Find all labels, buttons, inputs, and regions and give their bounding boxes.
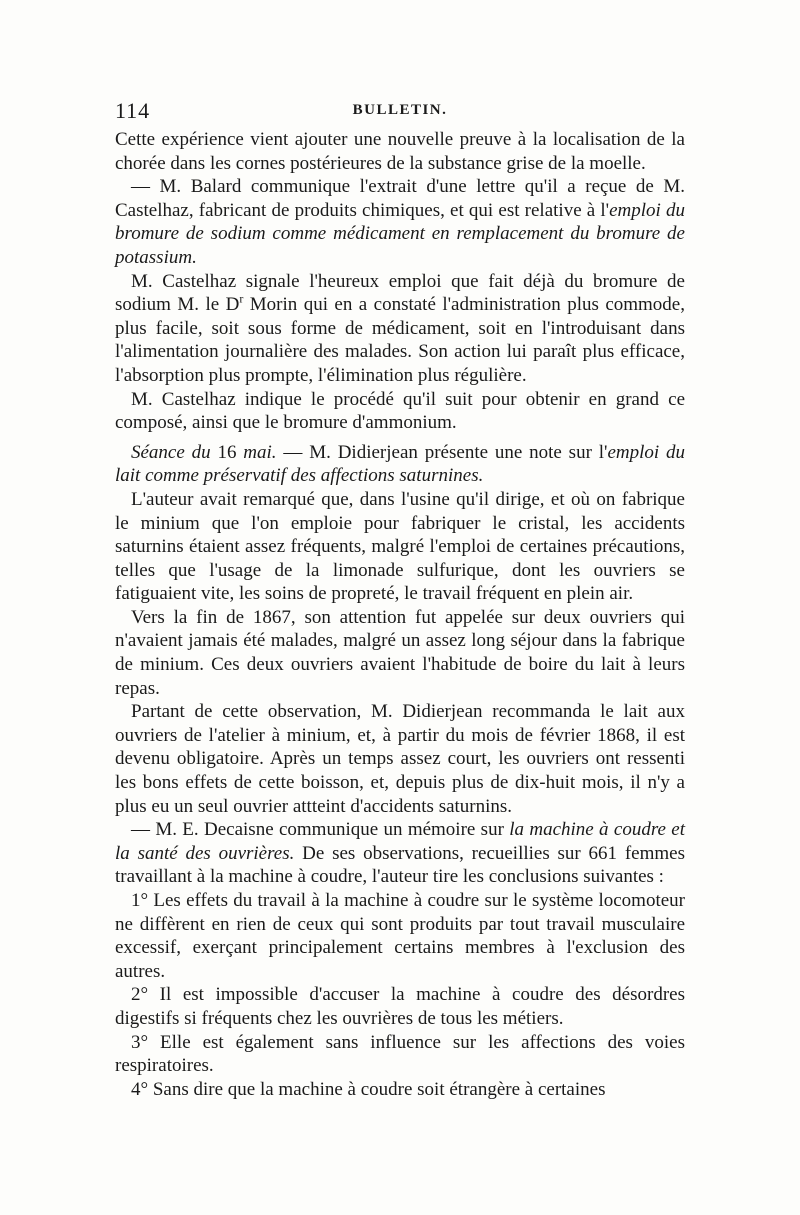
paragraph: Séance du 16 mai. — M. Didierjean présente une note sur l'emploi du lait comme préservatif des affections saturnines. <box>115 441 685 487</box>
paragraph: L'auteur avait remarqué que, dans l'usine qu'il dirige, et où on fabrique le minium que l'on emploie pour fabriquer le cristal, les accidents saturnins étaient assez fréquents, malgré l'emploi de certaines précautions, telles que l'usage de la limonade sulfurique, dont les ouvriers se fatiguaient vite, les soins de propreté, le travail fréquent en plein air. <box>115 488 685 605</box>
paragraph: Cette expérience vient ajouter une nouvelle preuve à la localisation de la chorée dans les cornes postérieures de la substance grise de la moelle. <box>115 129 685 174</box>
paragraph: 2° Il est impossible d'accuser la machine à coudre des désordres digestifs si fréquents chez les ouvrières de tous les métiers. <box>115 984 685 1029</box>
paragraph: 1° Les effets du travail à la machine à coudre sur le système locomoteur ne diffèrent en rien de ceux qui sont produits par tout travail musculaire excessif, exerçant principalement certains membres à l'exclusion des autres. <box>115 890 685 982</box>
paragraph: 4° Sans dire que la machine à coudre soit étrangère à certaines <box>131 1078 606 1100</box>
paragraph: M. Castelhaz indique le procédé qu'il suit pour obtenir en grand ce composé, ainsi que le bromure d'ammonium. <box>115 388 685 434</box>
paragraph: Vers la fin de 1867, son attention fut appelée sur deux ouvriers qui n'avaient jamais été malades, malgré un assez long séjour dans la fabrique de minium. Ces deux ouvriers avaient l'habitude de boire du lait à leurs repas. <box>115 606 685 699</box>
running-head: BULLETIN. <box>352 102 448 118</box>
paragraph: 3° Elle est également sans influence sur les affections des voies respiratoires. <box>115 1031 685 1077</box>
paragraph: Partant de cette observation, M. Didierjean recommanda le lait aux ouvriers de l'atelier à minium, et, à partir du mois de février 1868, il est devenu obligatoire. Après un temps assez court, les ouvriers ont ressenti les bons effets de cette boisson, et, depuis plus de dix-huit mois, il n'y a plus eu un seul ouvrier attteint d'accidents saturnins. <box>115 701 685 817</box>
body-text <box>115 128 685 1101</box>
paragraph: M. Castelhaz signale l'heureux emploi que fait déjà du bromure de sodium M. le $D^r$ Morin qui en a constaté l'administration plus commode, plus facile, soit sous forme de médicament, soit en l'introduisant dans l'alimentation journalière des malades. Son action lui paraît plus efficace, l'absorption plus prompte, l'élimination plus régulière. <box>115 270 685 386</box>
page-number: 114 <box>115 98 151 123</box>
paragraph: — M. E. Decaisne communique un mémoire sur la machine à coudre et la santé des ouvrières. De ses observations, recueillies sur 661 femmes travaillant à la machine à coudre, l'auteur tire les conclusions suivantes : <box>115 819 685 888</box>
paragraph: — M. Balard communique l'extrait d'une lettre qu'il a reçue de M. Castelhaz, fabricant de produits chimiques, et qui est relative à l'emploi du bromure de sodium comme médicament en remplacement du bromure de potassium. <box>115 176 685 268</box>
page-header <box>115 96 685 126</box>
